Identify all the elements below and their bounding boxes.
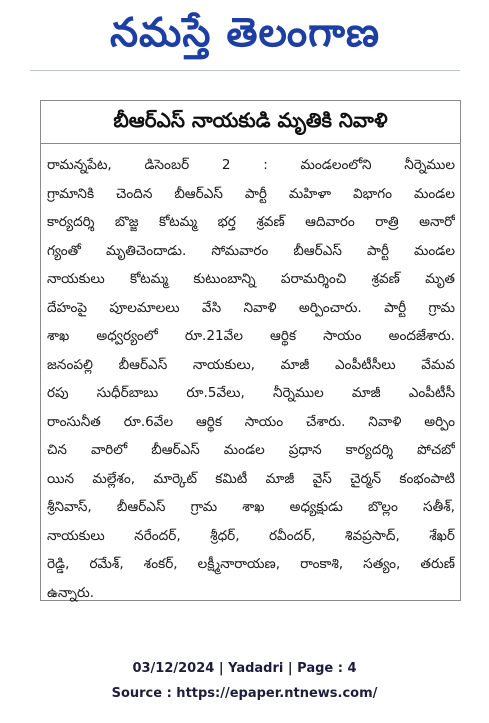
article-line: కార్యదర్శి బొజ్జ కోటమ్మ భర్త శ్రవణ్ ఆదివారం రాత్రి అనారో (47, 214, 455, 230)
newspaper-logo-title: నమస్తే తెలంగాణ (109, 10, 381, 56)
article-line: దేహంపై పూలమాలలు వేసి నివాళి అర్పించారు. పార్టీ గ్రామ (47, 299, 455, 316)
article-line: శ్రీనివాస్, బీఆర్ఎస్ గ్రామ శాఖ అధ్యక్షుడు బొల్లం సతీశ్, (47, 499, 455, 515)
headline-bar (41, 101, 460, 144)
article-line: ఉన్నారు. (47, 584, 95, 601)
article-line: గ్యంతో మృతిచెందాడు. సోమవారం బీఆర్ఎస్ పార్టీ మండల (47, 242, 455, 259)
article-body (47, 151, 455, 607)
article-line: నాయకులు నరేందర్, శ్రీధర్, రవీందర్, శివప్రసాద్, శేఖర్ (47, 527, 455, 544)
article-line: జనంపల్లి బీఆర్ఎస్ నాయకులు, మాజీ ఎంపీటీసీలు వేమవ (47, 356, 455, 373)
article-line: రపు సుధీర్‌బాబు రూ.5వేలు, నీర్నెముల మాజీ ఎంపీటీసీ (47, 385, 455, 401)
article-line: చిన వారిలో బీఆర్ఎస్ మండల ప్రధాన కార్యదర్శి పోచబో (47, 442, 455, 458)
article-headline: బీఆర్ఎస్ నాయకుడి మృతికి నివాళి (113, 107, 388, 132)
article-line: నాయకులు కోటమ్మ కుటుంబాన్ని పరామర్శించి శ్రవణ్ మృత (47, 271, 455, 287)
article-line: రెడ్డి, రమేశ్, శంకర్, లక్ష్మీనారాయణ, రాంకాశి, సత్యం, తరుణ్ (47, 556, 455, 572)
footer-date-edition: 03/12/2024 | Yadadri | Page : 4 (132, 661, 357, 676)
article-line: రామన్నపేట, డిసెంబర్ 2 : మండలంలోని నీర్నెముల (47, 157, 455, 173)
article-line: యిన మల్లేశం, మార్కెట్ కమిటీ మాజీ వైస్ చైర్మన్ కంభంపాటి (47, 470, 455, 487)
masthead (30, 6, 460, 71)
article-clipping (40, 100, 461, 601)
footer-source: Source : https://epaper.ntnews.com/ (111, 686, 378, 701)
article-line: శాఖ అధ్వర్యంలో రూ.21వేల ఆర్థిక సాయం అందజేశారు. (47, 328, 455, 344)
article-line: గ్రామానికి చెందిన బీఆర్ఎస్ పార్టీ మహిళా విభాగం మండల (47, 185, 455, 202)
article-line: రాంసునీత రూ.6వేల ఆర్థిక సాయం చేశారు. నివాళి అర్పిం (47, 413, 455, 430)
